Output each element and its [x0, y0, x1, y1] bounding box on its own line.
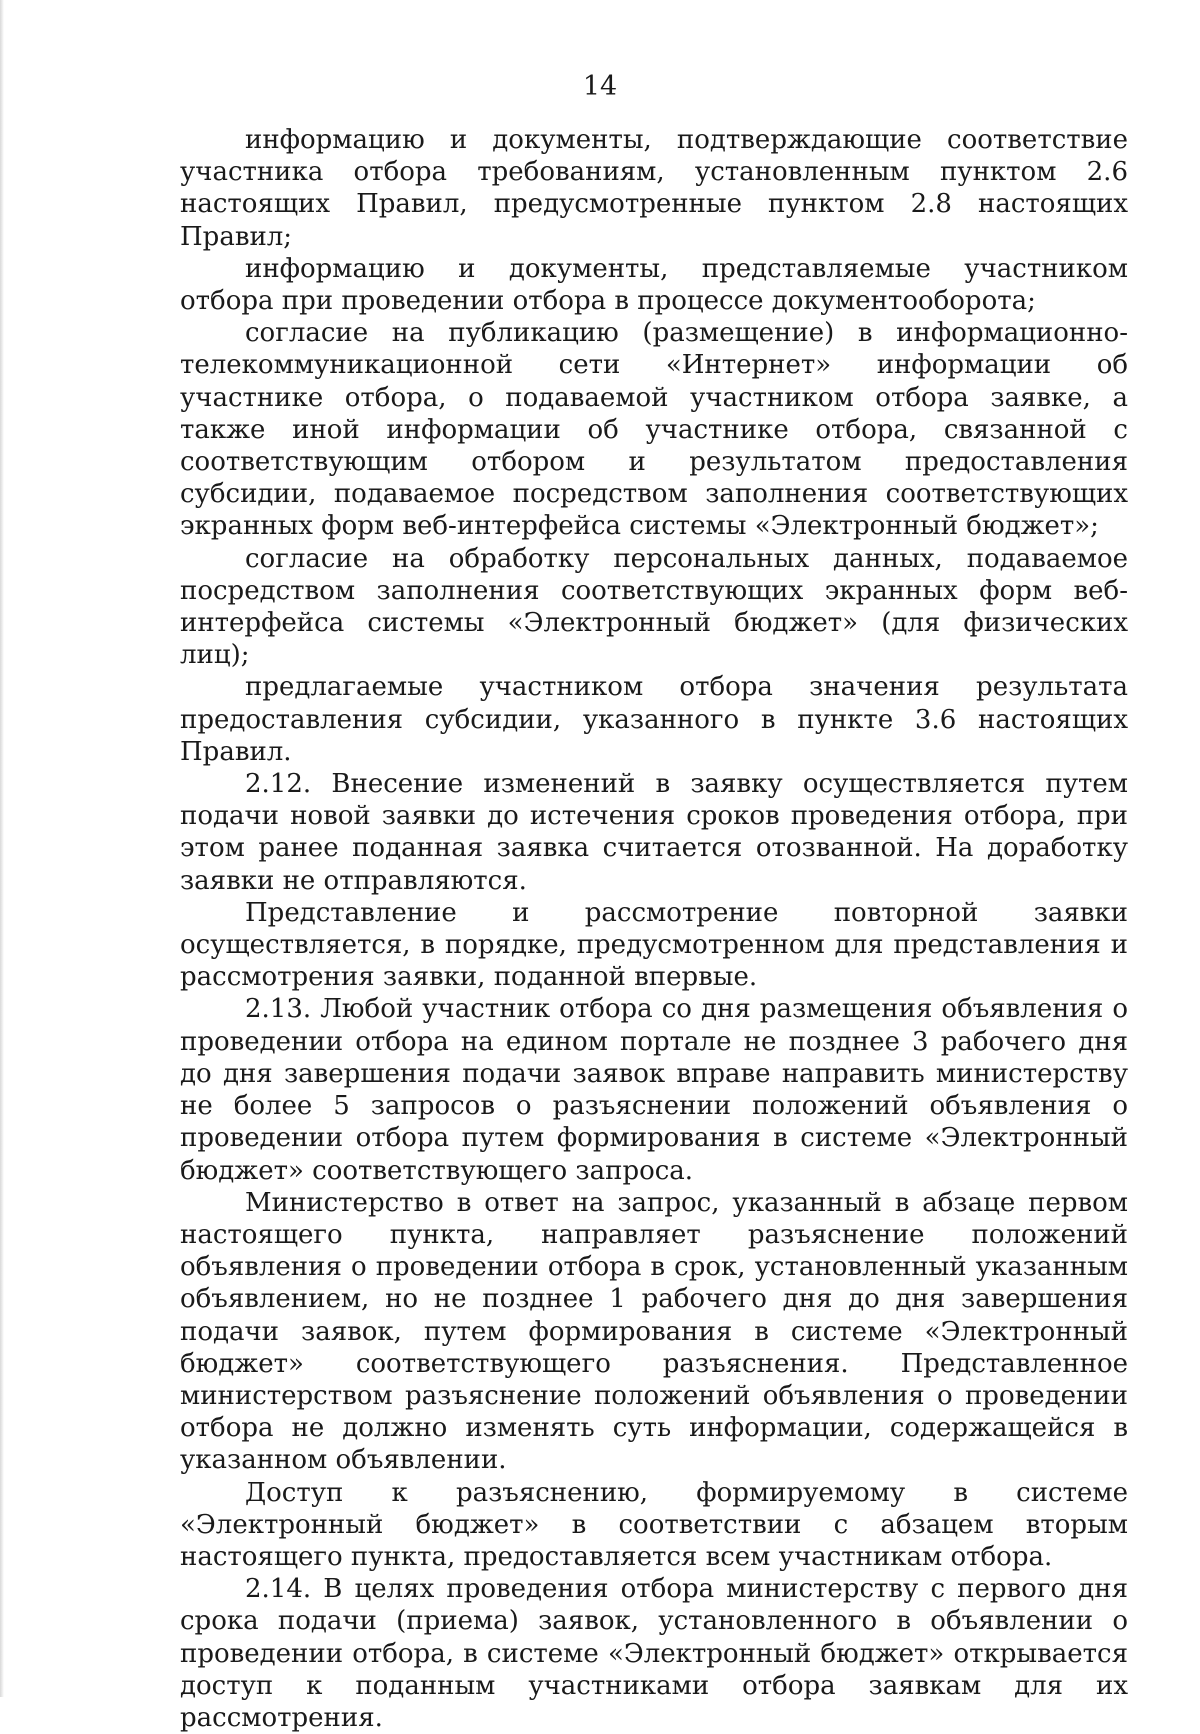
paragraph-publication-consent: согласие на публикацию (размещение) в информационно-телекоммуникационной сети «Интернет» информации об участнике отбора, о подаваемой участником отбора заявке, а также иной информации об участнике отбора, связанной с соответствующим отбором и результатом предоставления субсидии, подаваемое посредством заполнения соответствующих экранных форм веб-интерфейса системы «Электронный бюджет»; — [180, 318, 1128, 542]
paragraph-ministry-response: Министерство в ответ на запрос, указанный в абзаце первом настоящего пункта, направляет разъяснение положений объявления о проведении отбора в срок, установленный указанным объявлением, но не позднее 1 рабочего дня до дня завершения подачи заявок, путем формирования в системе «Электронный бюджет» соответствующего разъяснения. Представленное министерством разъяснение положений объявления о проведении отбора не должно изменять суть информации, содержащейся в указанном объявлении. — [180, 1187, 1128, 1476]
paragraph-personal-data-consent: согласие на обработку персональных данных, подаваемое посредством заполнения соответствующих экранных форм веб-интерфейса системы «Электронный бюджет» (для физических лиц); — [180, 543, 1128, 671]
scan-edge — [0, 0, 4, 1697]
paragraph-document-flow: информацию и документы, представляемые участником отбора при проведении отбора в процессе документооборота; — [180, 253, 1128, 317]
paragraph-result-values: предлагаемые участником отбора значения результата предоставления субсидии, указанного в пункте 3.6 настоящих Правил. — [180, 672, 1128, 767]
paragraph-application-documents: информацию и документы, подтверждающие соответствие участника отбора требованиям, установленным пунктом 2.6 настоящих Правил, предусмотренные пунктом 2.8 настоящих Правил; — [180, 125, 1128, 252]
paragraph-2-14: 2.14. В целях проведения отбора министерству с первого дня срока подачи (приема) заявок, установленного в объявлении о проведении отбора, в системе «Электронный бюджет» открывается доступ к поданным участниками отбора заявкам для их рассмотрения. — [180, 1574, 1128, 1733]
page-number: 14 — [582, 71, 618, 102]
paragraph-repeat-application: Представление и рассмотрение повторной заявки осуществляется, в порядке, предусмотренном для представления и рассмотрения заявки, поданной впервые. — [180, 897, 1128, 993]
paragraph-2-12: 2.12. Внесение изменений в заявку осуществляется путем подачи новой заявки до истечения сроков проведения отбора, при этом ранее поданная заявка считается отозванной. На доработку заявки не отправляются. — [180, 769, 1128, 896]
paragraph-clarification-access: Доступ к разъяснению, формируемому в системе «Электронный бюджет» в соответствии с абзацем вторым настоящего пункта, предоставляется всем участникам отбора. — [180, 1477, 1128, 1572]
paragraph-2-13: 2.13. Любой участник отбора со дня размещения объявления о проведении отбора на едином портале не позднее 3 рабочего дня до дня завершения подачи заявок вправе направить министерству не более 5 запросов о разъяснении положений объявления о проведении отбора путем формирования в системе «Электронный бюджет» соответствующего запроса. — [180, 994, 1128, 1186]
document-body — [180, 124, 1128, 1734]
